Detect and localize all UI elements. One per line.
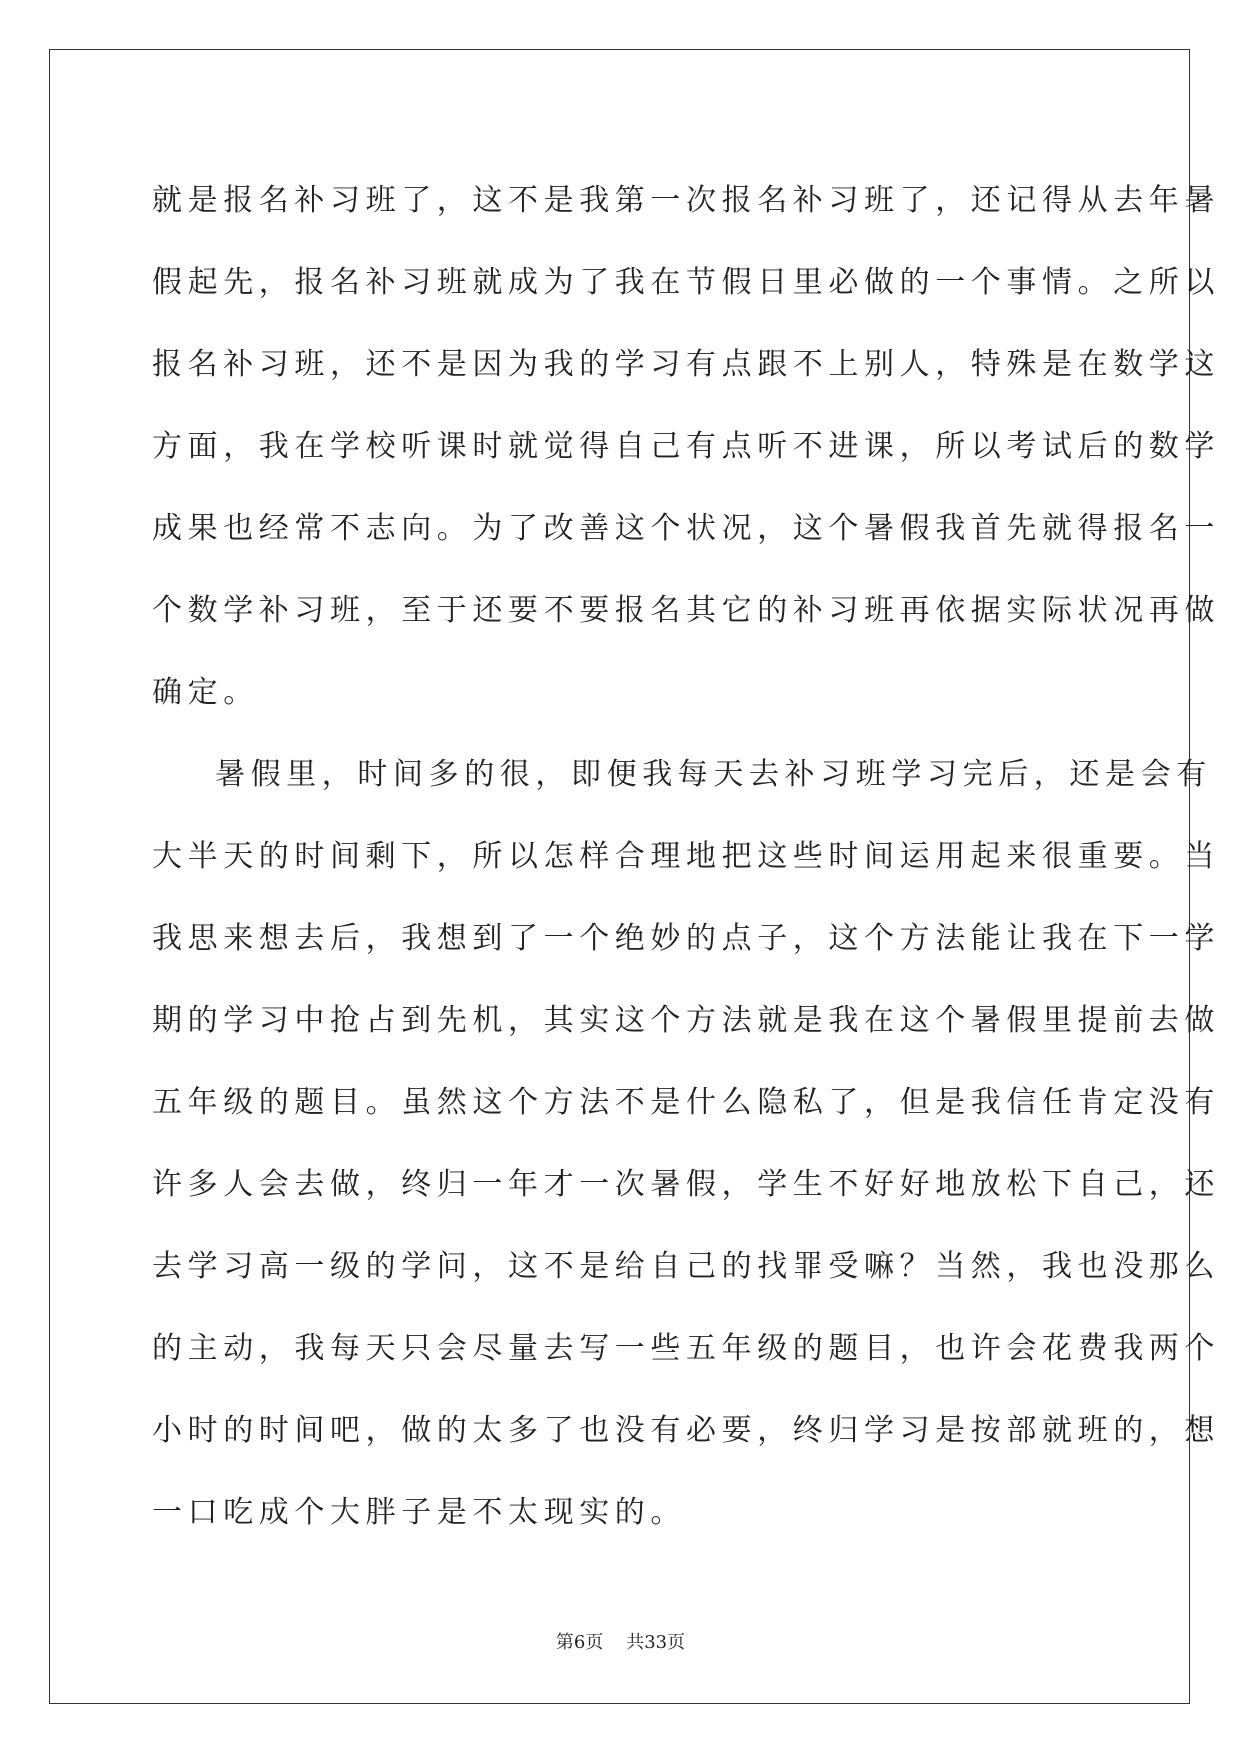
text-line: 的主动，我每天只会尽量去写一些五年级的题目，也许会花费我两个 bbox=[152, 1331, 1220, 1366]
text-line: 假起先，报名补习班就成为了我在节假日里必做的一个事情。之所以 bbox=[152, 265, 1220, 300]
text-line: 成果也经常不志向。为了改善这个状况，这个暑假我首先就得报名一 bbox=[152, 511, 1220, 546]
page-number: 第6页 bbox=[555, 1632, 604, 1653]
page-footer bbox=[0, 1628, 1241, 1654]
text-line: 个数学补习班，至于还要不要报名其它的补习班再依据实际状况再做 bbox=[152, 593, 1220, 628]
text-line: 期的学习中抢占到先机，其实这个方法就是我在这个暑假里提前去做 bbox=[152, 1003, 1220, 1038]
text-line: 就是报名补习班了，这不是我第一次报名补习班了，还记得从去年暑 bbox=[152, 183, 1220, 218]
text-line: 确定。 bbox=[152, 675, 259, 710]
text-line: 大半天的时间剩下，所以怎样合理地把这些时间运用起来很重要。当 bbox=[152, 839, 1220, 874]
total-pages: 共33页 bbox=[626, 1632, 686, 1653]
text-line: 方面，我在学校听课时就觉得自己有点听不进课，所以考试后的数学 bbox=[152, 429, 1220, 464]
text-line: 我思来想去后，我想到了一个绝妙的点子，这个方法能让我在下一学 bbox=[152, 921, 1220, 956]
text-line: 许多人会去做，终归一年才一次暑假，学生不好好地放松下自己，还 bbox=[152, 1167, 1220, 1202]
text-line-indented: 暑假里，时间多的很，即便我每天去补习班学习完后，还是会有 bbox=[215, 757, 1212, 792]
paragraph-2 bbox=[152, 734, 1220, 1554]
document-body bbox=[152, 160, 1220, 1554]
paragraph-1 bbox=[152, 160, 1220, 734]
text-line: 五年级的题目。虽然这个方法不是什么隐私了，但是我信任肯定没有 bbox=[152, 1085, 1220, 1120]
text-line: 报名补习班，还不是因为我的学习有点跟不上别人，特殊是在数学这 bbox=[152, 347, 1220, 382]
text-line: 一口吃成个大胖子是不太现实的。 bbox=[152, 1495, 686, 1530]
text-line: 去学习高一级的学问，这不是给自己的找罪受嘛？当然，我也没那么 bbox=[152, 1249, 1220, 1284]
text-line: 小时的时间吧，做的太多了也没有必要，终归学习是按部就班的，想 bbox=[152, 1413, 1220, 1448]
